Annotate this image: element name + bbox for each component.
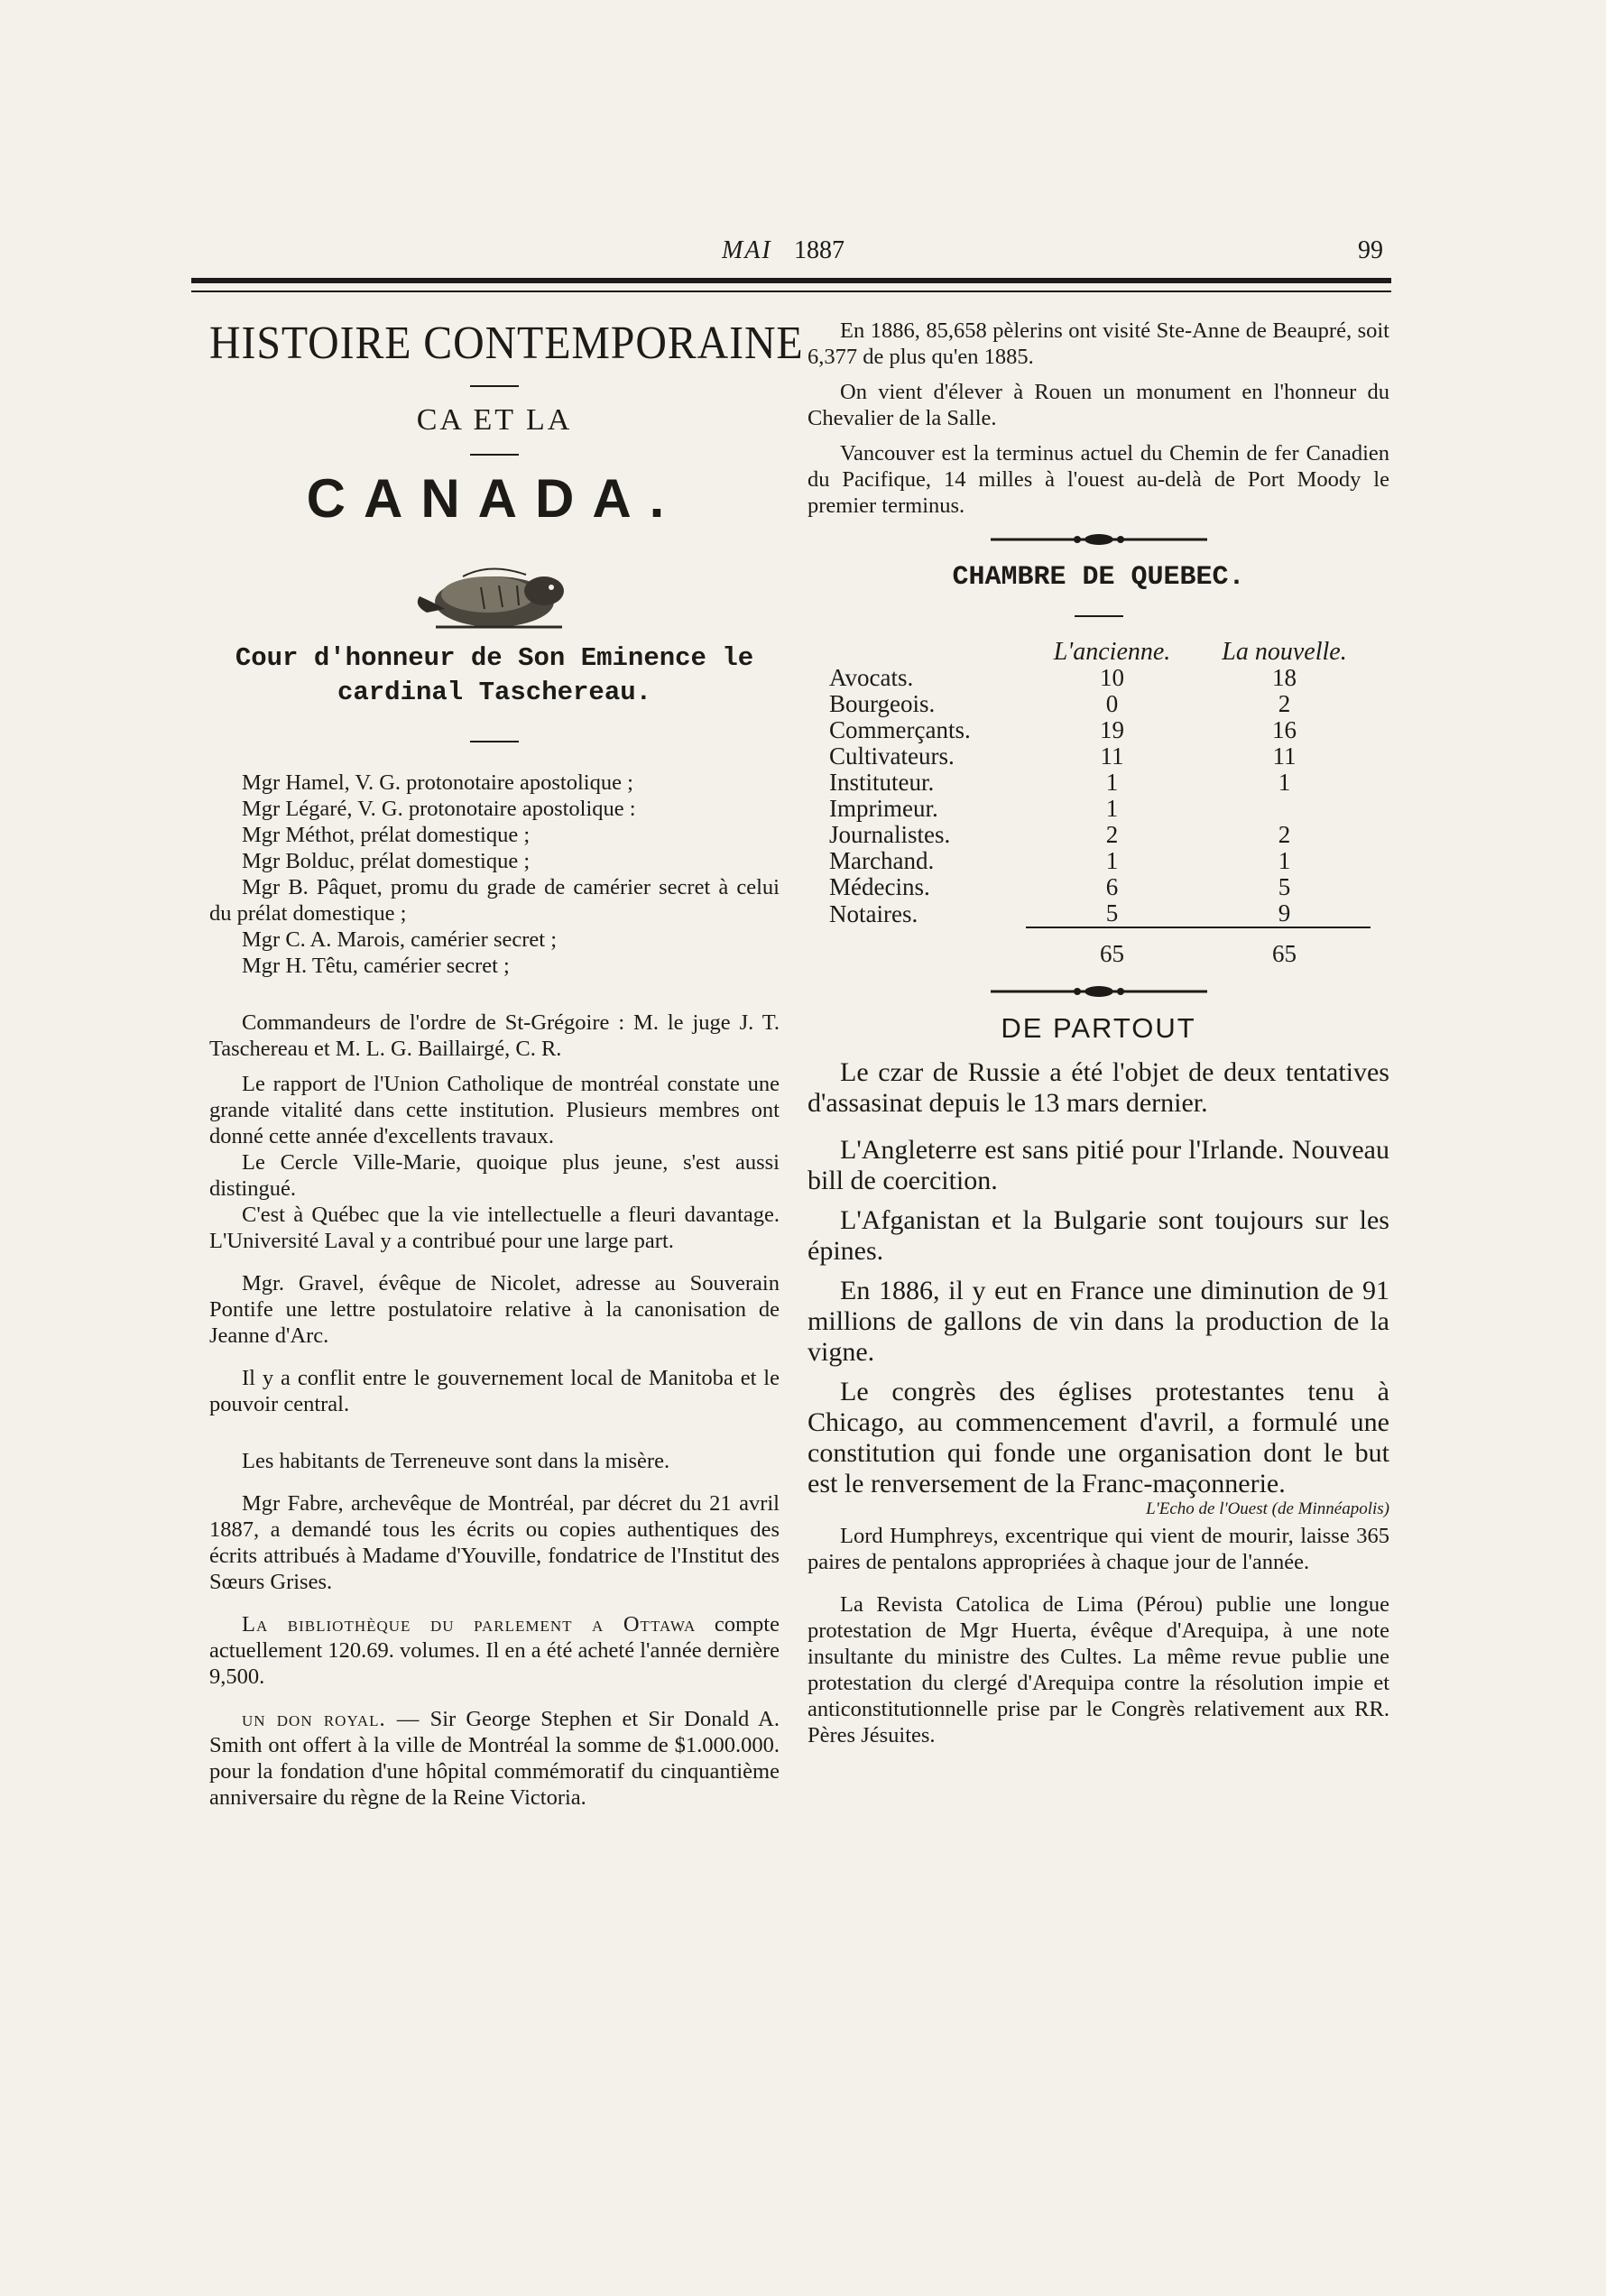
honor-item: Mgr Hamel, V. G. protonotaire apostolique ;	[242, 770, 633, 795]
value-nouvelle: 1	[1278, 847, 1291, 874]
column-nouvelle: La nouvelle.	[1222, 638, 1347, 666]
row-label: Imprimeur.	[829, 795, 938, 822]
paragraph-pelerins: En 1886, 85,658 pèlerins ont visité Ste-Anne de Beaupré, soit 6,377 de plus qu'en 1885.	[808, 318, 1389, 369]
paragraph-cercle: Le Cercle Ville-Marie, quoique plus jeune, s'est aussi distingué.	[209, 1149, 780, 1201]
paragraph-gravel: Mgr. Gravel, évêque de Nicolet, adresse au Souverain Pontife une lettre postulatoire relative à la canonisation de Jeanne d'Arc.	[209, 1270, 780, 1348]
divider-dash	[1075, 615, 1123, 617]
paragraph-rapport: Le rapport de l'Union Catholique de montréal constate une grande vitalité dans cette institution. Plusieurs membres ont donné cette année d'excellents travaux.	[209, 1071, 780, 1148]
value-nouvelle	[1198, 796, 1371, 822]
table-row	[822, 743, 1371, 770]
table-row	[822, 848, 1371, 874]
value-ancienne: 19	[1100, 716, 1124, 743]
bibliotheque-text: compte actuellement 120.69. volumes. Il en a été acheté l'année dernière 9,500.	[209, 1611, 780, 1689]
paragraph-angleterre: L'Angleterre est sans pitié pour l'Irlande. Nouveau bill de coercition.	[808, 1135, 1389, 1195]
header-rule-thin	[191, 290, 1391, 292]
chambre-table	[822, 639, 1371, 967]
bibliotheque-lead: La bibliothèque du parlement a Ottawa	[242, 1611, 697, 1637]
value-ancienne: 6	[1105, 873, 1119, 900]
total-ancienne: 65	[1026, 927, 1198, 967]
header-month: MAI	[722, 236, 772, 264]
paragraph-bibliotheque	[209, 1611, 780, 1690]
chambre-title: CHAMBRE DE QUEBEC.	[952, 562, 1245, 593]
paragraph-fabre: Mgr Fabre, archevêque de Montréal, par décret du 21 avril 1887, a demandé tous les écrits ou copies authentiques des écrits attribués à Madame d'Youville, fondatrice de l'Institut des Sœurs Grises.	[209, 1490, 780, 1594]
total-nouvelle: 65	[1198, 927, 1371, 967]
value-ancienne: 0	[1105, 690, 1119, 717]
divider-dash	[470, 454, 519, 456]
table-header-row	[822, 639, 1371, 665]
row-label: Marchand.	[829, 847, 935, 874]
honor-item: Mgr Méthot, prélat domestique ;	[242, 822, 531, 847]
honor-item: Mgr Bolduc, prélat domestique ;	[242, 848, 531, 873]
value-nouvelle: 18	[1272, 664, 1297, 691]
honors-list	[209, 770, 780, 979]
news-right-bottom	[808, 1523, 1389, 1748]
divider-dash	[470, 385, 519, 387]
paragraph-france: En 1886, il y eut en France une diminution de 91 millions de gallons de vin dans la production de la vigne.	[808, 1276, 1389, 1367]
citation-echo-ouest: L'Echo de l'Ouest (de Minnéapolis)	[1146, 1499, 1389, 1518]
value-ancienne: 11	[1100, 742, 1124, 770]
row-label: Cultivateurs.	[829, 742, 955, 770]
value-nouvelle: 11	[1272, 742, 1297, 770]
table-row	[822, 770, 1371, 796]
paragraph-afganistan: L'Afganistan et la Bulgarie sont toujours sur les épines.	[808, 1205, 1389, 1266]
value-ancienne: 1	[1105, 847, 1119, 874]
row-label: Commerçants.	[829, 716, 971, 743]
ornament-divider-icon	[991, 985, 1207, 998]
table-total-row	[822, 927, 1371, 967]
subtitle-ca-et-la: CA ET LA	[416, 403, 573, 438]
paragraph-commandeurs: Commandeurs de l'ordre de St-Grégoire : M. le juge J. T. Taschereau et M. L. G. Baillairgé, C. R.	[209, 1010, 780, 1061]
value-nouvelle: 9	[1278, 899, 1291, 927]
paragraph-terreneuve: Les habitants de Terreneuve sont dans la misère.	[242, 1448, 670, 1473]
left-column	[209, 318, 804, 1811]
row-label: Journalistes.	[829, 821, 951, 848]
row-label: Bourgeois.	[829, 690, 936, 717]
value-nouvelle: 16	[1272, 716, 1297, 743]
honor-item: Mgr Légaré, V. G. protonotaire apostolique :	[242, 796, 636, 821]
value-nouvelle: 5	[1278, 873, 1291, 900]
paragraph-conflit: Il y a conflit entre le gouvernement local de Manitoba et le pouvoir central.	[209, 1365, 780, 1416]
row-label: Notaires.	[829, 899, 918, 927]
value-ancienne: 10	[1100, 664, 1124, 691]
divider-dash	[470, 741, 519, 742]
partout-title: DE PARTOUT	[1001, 1012, 1196, 1044]
header-rule-thick	[191, 278, 1391, 283]
value-nouvelle: 1	[1278, 769, 1291, 796]
table-row	[822, 822, 1371, 848]
beaver-icon	[409, 549, 580, 636]
table-row	[822, 665, 1371, 691]
cour-heading	[209, 641, 780, 709]
paragraph-quebec: C'est à Québec que la vie intellectuelle a fleuri davantage. L'Université Laval y a contribué pour une large part.	[209, 1202, 780, 1253]
don-royal-lead: un don royal. —	[242, 1706, 420, 1731]
paragraph-czar: Le czar de Russie a été l'objet de deux tentatives d'assasinat depuis le 13 mars dernier.	[808, 1057, 1389, 1118]
canada-heading: CANADA.	[306, 468, 683, 530]
header-year: 1887	[794, 236, 845, 264]
table-row	[822, 796, 1371, 822]
honor-item: Mgr C. A. Marois, camérier secret ;	[242, 927, 558, 952]
paragraph-revista: La Revista Catolica de Lima (Pérou) publie une longue protestation de Mgr Huerta, évêque d'Arequipa, à une note insultante du ministre des Cultes. La même revue publie une protestation du clergé d'Arequipa contre la résolution impie et anticonstitutionnelle prise par le Congrès relativement aux RR. Pères Jésuites.	[808, 1592, 1389, 1747]
paragraph-don-royal	[209, 1706, 780, 1811]
news-left	[209, 1010, 780, 1811]
cour-heading-line-2: cardinal Taschereau.	[337, 677, 652, 707]
value-ancienne: 5	[1105, 899, 1119, 927]
column-ancienne: L'ancienne.	[1053, 638, 1171, 666]
don-royal-text: Sir George Stephen et Sir Donald A. Smith ont offert à la ville de Montréal la somme de $1.000.000. pour la fondation d'une hôpital commémoratif du cinquantième anniversaire du règne de la Reine Victoria.	[209, 1706, 780, 1810]
paragraph-rouen: On vient d'élever à Rouen un monument en l'honneur du Chevalier de la Salle.	[808, 380, 1389, 430]
right-column	[808, 318, 1389, 1748]
value-nouvelle: 2	[1278, 690, 1291, 717]
row-label: Médecins.	[829, 873, 930, 900]
value-ancienne: 1	[1105, 795, 1119, 822]
table-row	[822, 691, 1371, 717]
paragraph-congres: Le congrès des églises protestantes tenu à Chicago, au commencement d'avril, a formulé une constitution qui fonde une organisation dont le but est le renversement de la Franc-maçonnerie.	[808, 1377, 1389, 1498]
row-label: Avocats.	[829, 664, 914, 691]
total-label-blank	[822, 927, 1026, 967]
page-number: 99	[1358, 236, 1383, 264]
ornament-divider-icon	[991, 533, 1207, 546]
value-ancienne: 2	[1105, 821, 1119, 848]
value-nouvelle: 2	[1278, 821, 1291, 848]
section-title: HISTOIRE CONTEMPORAINE	[209, 318, 804, 369]
news-right-top	[808, 318, 1389, 519]
table-row	[822, 717, 1371, 743]
honor-item: Mgr H. Têtu, camérier secret ;	[242, 953, 510, 978]
cour-heading-line-1: Cour d'honneur de Son Eminence le	[235, 643, 754, 674]
table-row	[822, 874, 1371, 900]
table-row	[822, 900, 1371, 927]
honor-item: Mgr B. Pâquet, promu du grade de camérier secret à celui du prélat domestique ;	[209, 874, 780, 926]
paragraph-humphreys: Lord Humphreys, excentrique qui vient de mourir, laisse 365 paires de pentalons appropriées à chaque jour de l'année.	[808, 1524, 1389, 1574]
table-header-blank	[822, 639, 1026, 665]
news-right-partout	[808, 1057, 1389, 1499]
row-label: Instituteur.	[829, 769, 935, 796]
value-ancienne: 1	[1105, 769, 1119, 796]
paragraph-vancouver: Vancouver est la terminus actuel du Chemin de fer Canadien du Pacifique, 14 milles à l'ouest au-delà de Port Moody le premier terminus.	[808, 441, 1389, 518]
